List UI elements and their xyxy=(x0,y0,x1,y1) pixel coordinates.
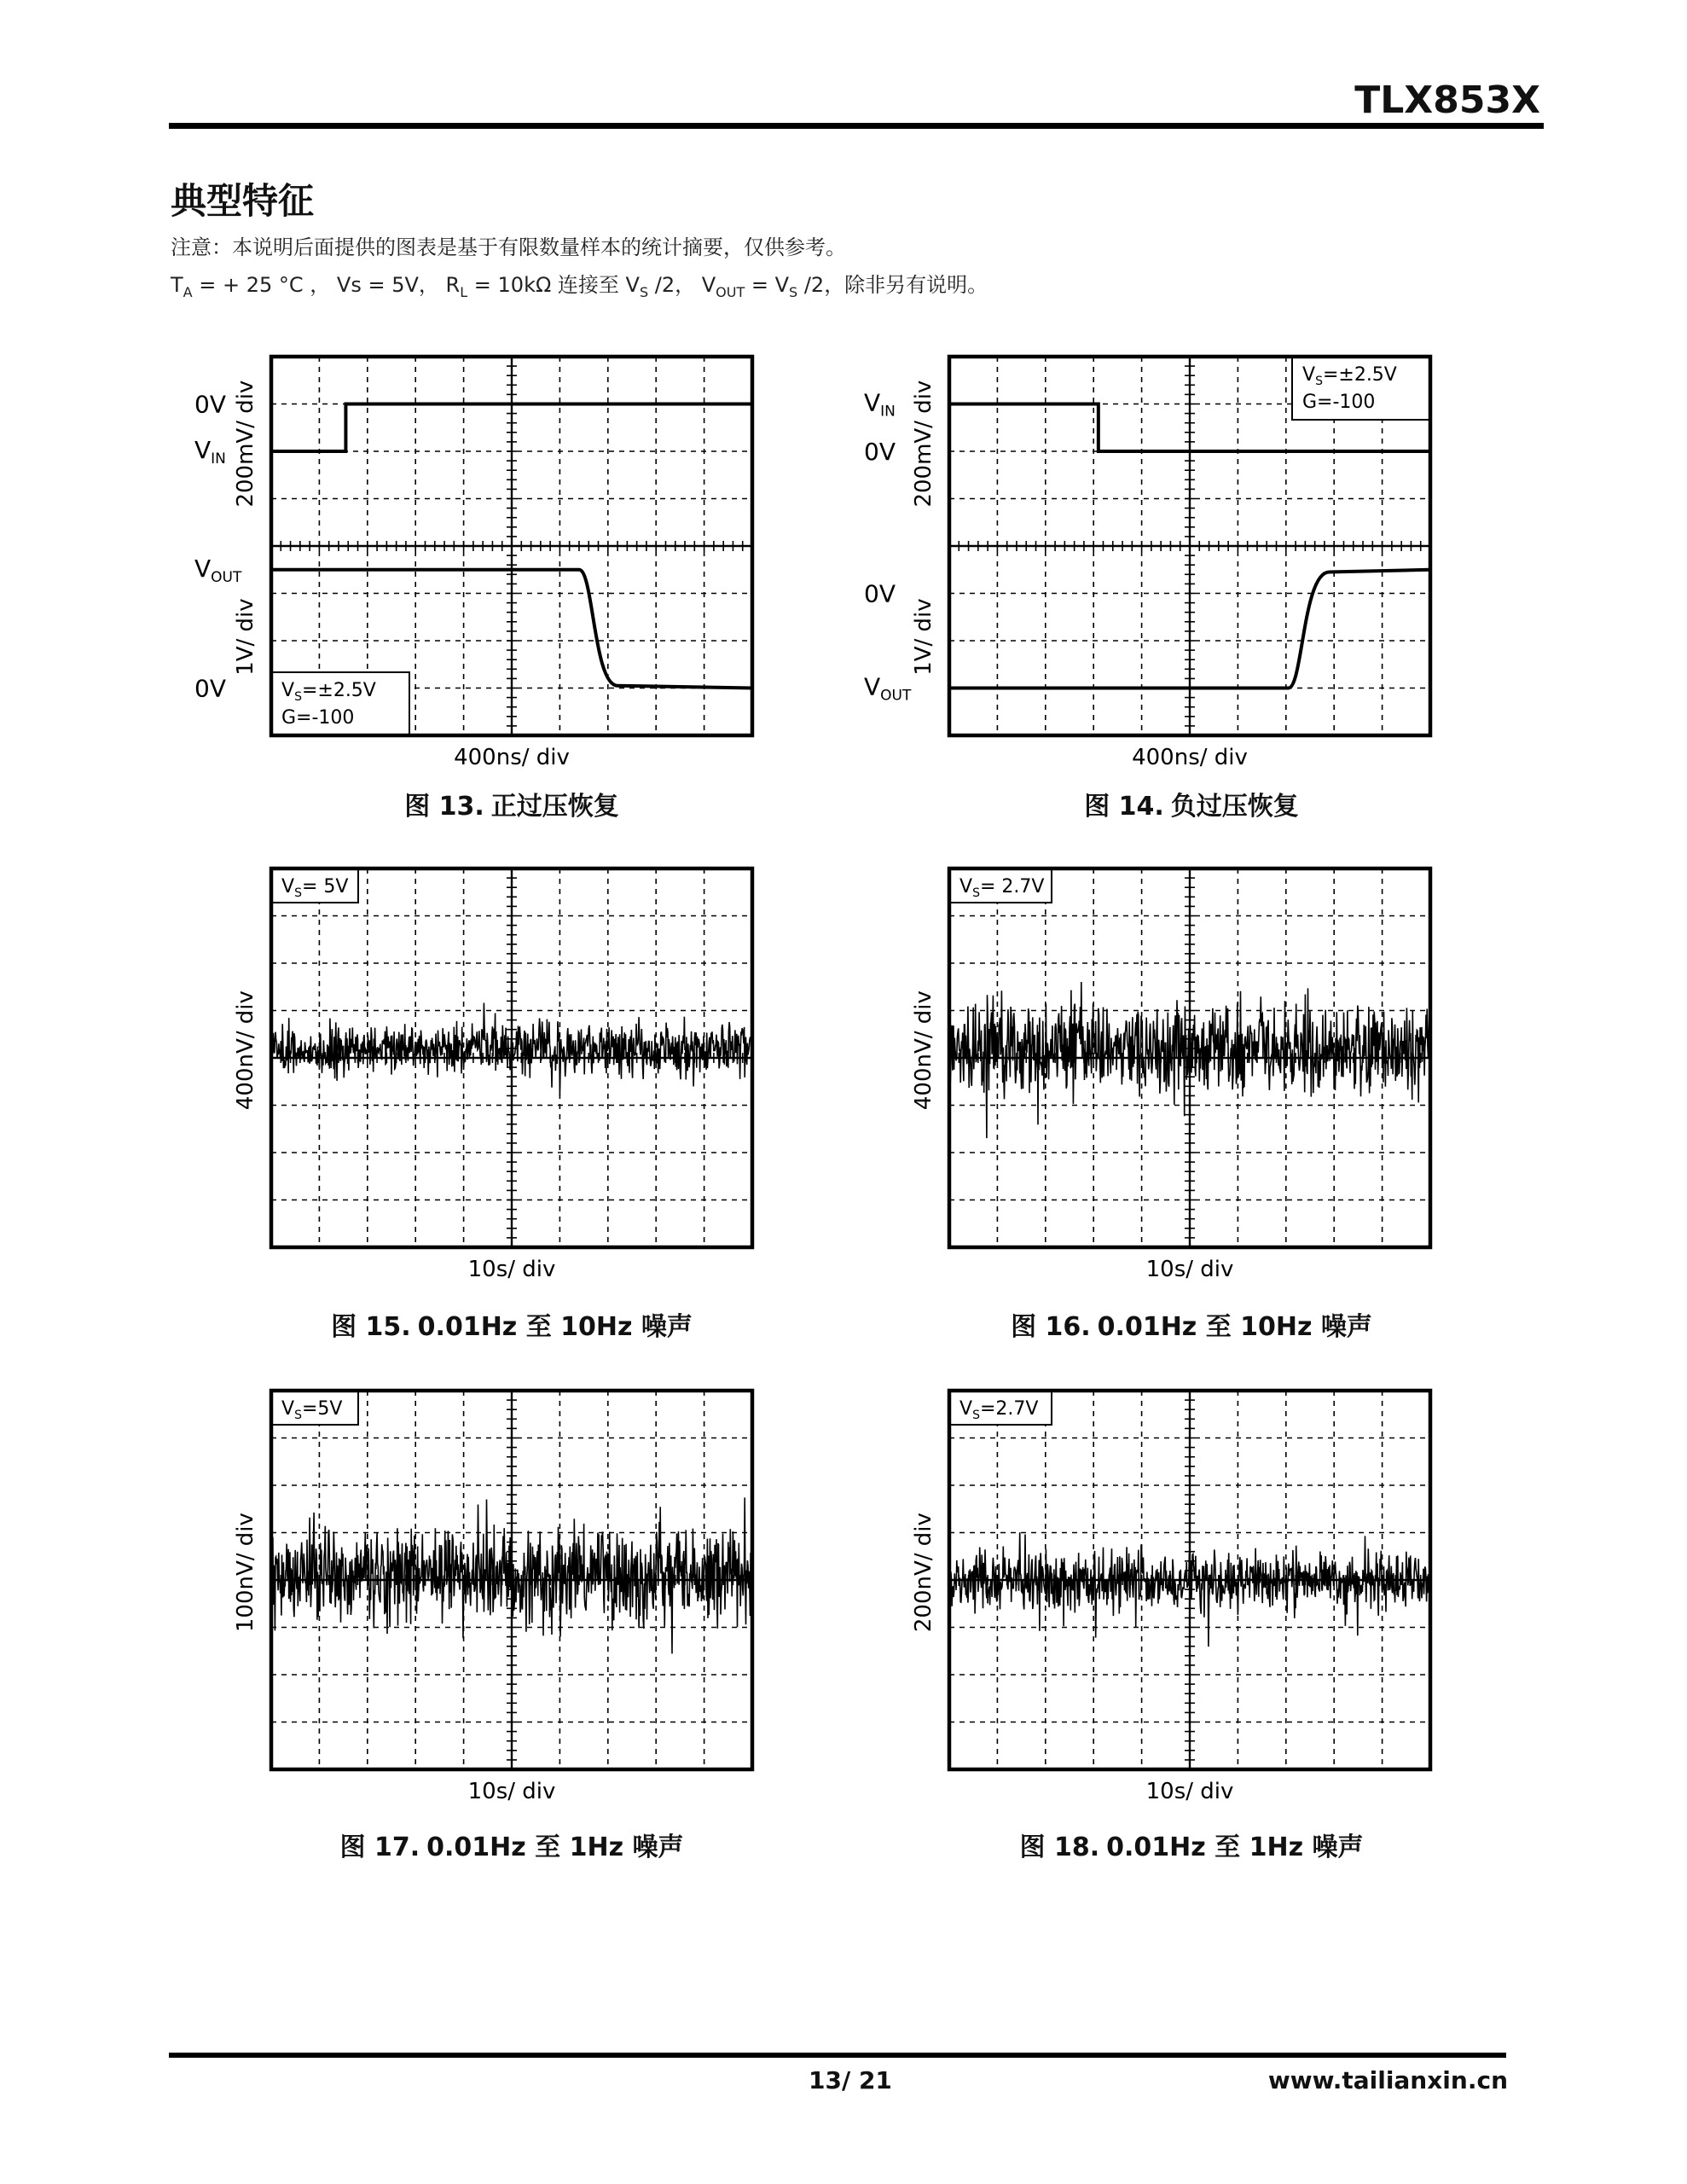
plot-svg-0 xyxy=(194,357,752,787)
section-title: 典型特征 xyxy=(171,180,315,222)
section-note: 注意：本说明后面提供的图表是基于有限数量样本的统计摘要，仅供参考。 xyxy=(171,235,846,259)
website-url: www.tailianxin.cn xyxy=(1267,2066,1508,2094)
doc-part-number: TLX853X xyxy=(1354,78,1540,122)
fig14-vout-zero-label: 0V xyxy=(864,579,896,608)
fig13-legend-supply: $V_S=\pm 2.5V$ xyxy=(281,680,376,704)
fig13-vin-label: $V_{IN}$ xyxy=(194,436,226,468)
fig14-xlabel: 400ns/ div xyxy=(1132,745,1248,770)
plot-svg-5 xyxy=(911,1391,1430,1821)
plot-svg-1 xyxy=(864,357,1430,787)
fig13-legend-gain: G=-100 xyxy=(281,707,355,729)
figure-13-positive-overload-recovery xyxy=(194,357,752,770)
fig13-vin-zero-label: 0V xyxy=(194,390,226,419)
fig14-legend xyxy=(1292,357,1430,420)
figure-16-noise-10hz-2p7v xyxy=(911,868,1430,1282)
fig18-legend xyxy=(949,1391,1052,1425)
fig16-legend-supply: $V_S= 2.7V$ xyxy=(959,876,1045,900)
test-conditions: $T_A$ = + 25 °C ， Vs = 5V， $R_L = 10k\Omega$ 连接至 $V_S$ /2， $V_{OUT} = V_S$ /2，除非另有说明。 xyxy=(171,273,988,300)
fig17-ylabel: 100nV/ div xyxy=(233,1513,258,1633)
figure-14-negative-overload-recovery xyxy=(864,357,1430,770)
fig13-vout-label: $V_{OUT}$ xyxy=(194,554,242,586)
fig16-legend xyxy=(949,868,1052,903)
fig15-ylabel: 400nV/ div xyxy=(233,990,258,1111)
figure-13-caption: 图 13. 正过压恢复 xyxy=(404,792,619,822)
plot-svg-4 xyxy=(233,1391,752,1821)
figure-17-caption: 图 17. 0.01Hz 至 1Hz 噪声 xyxy=(339,1833,684,1862)
fig15-xlabel: 10s/ div xyxy=(467,1257,556,1282)
figure-15-noise-10hz-5v xyxy=(233,868,752,1282)
fig17-legend-supply: $V_S=5V$ xyxy=(281,1398,343,1422)
figure-18-noise-1hz-2p7v xyxy=(911,1391,1430,1804)
fig14-vin-zero-label: 0V xyxy=(864,438,896,466)
figure-14-caption: 图 14. 负过压恢复 xyxy=(1084,792,1299,822)
fig16-xlabel: 10s/ div xyxy=(1145,1257,1234,1282)
figure-18-caption: 图 18. 0.01Hz 至 1Hz 噪声 xyxy=(1019,1833,1364,1862)
footer-rule xyxy=(169,2053,1506,2058)
plot-svg-2 xyxy=(233,868,752,1298)
fig14-vin-label: $V_{IN}$ xyxy=(864,388,896,421)
fig13-xlabel: 400ns/ div xyxy=(454,745,570,770)
fig17-xlabel: 10s/ div xyxy=(467,1779,556,1804)
plot-svg-3 xyxy=(911,868,1430,1298)
fig17-legend xyxy=(271,1391,358,1425)
fig13-vout-zero-label: 0V xyxy=(194,674,226,703)
fig14-ylabel-bottom: 1V/ div xyxy=(911,598,936,676)
fig14-legend-supply: $V_S=\pm 2.5V$ xyxy=(1302,364,1397,388)
fig13-ylabel-top: 200mV/ div xyxy=(233,380,258,508)
fig14-legend-gain: G=-100 xyxy=(1302,392,1376,413)
fig16-ylabel: 400nV/ div xyxy=(911,990,936,1111)
fig13-ylabel-bottom: 1V/ div xyxy=(233,598,258,676)
figure-16-caption: 图 16. 0.01Hz 至 10Hz 噪声 xyxy=(1011,1312,1372,1342)
header-rule xyxy=(169,123,1544,129)
fig15-legend xyxy=(271,868,358,903)
fig18-legend-supply: $V_S=2.7V$ xyxy=(959,1398,1039,1422)
fig18-xlabel: 10s/ div xyxy=(1145,1779,1234,1804)
fig13-legend xyxy=(271,672,409,735)
fig14-ylabel-top: 200mV/ div xyxy=(911,380,936,508)
fig14-vout-label: $V_{OUT}$ xyxy=(864,672,912,705)
page-number: 13/ 21 xyxy=(809,2066,892,2094)
fig15-legend-supply: $V_S= 5V$ xyxy=(281,876,349,900)
figure-17-noise-1hz-5v xyxy=(233,1391,752,1804)
fig18-ylabel: 200nV/ div xyxy=(911,1513,936,1633)
figure-15-caption: 图 15. 0.01Hz 至 10Hz 噪声 xyxy=(331,1312,693,1342)
